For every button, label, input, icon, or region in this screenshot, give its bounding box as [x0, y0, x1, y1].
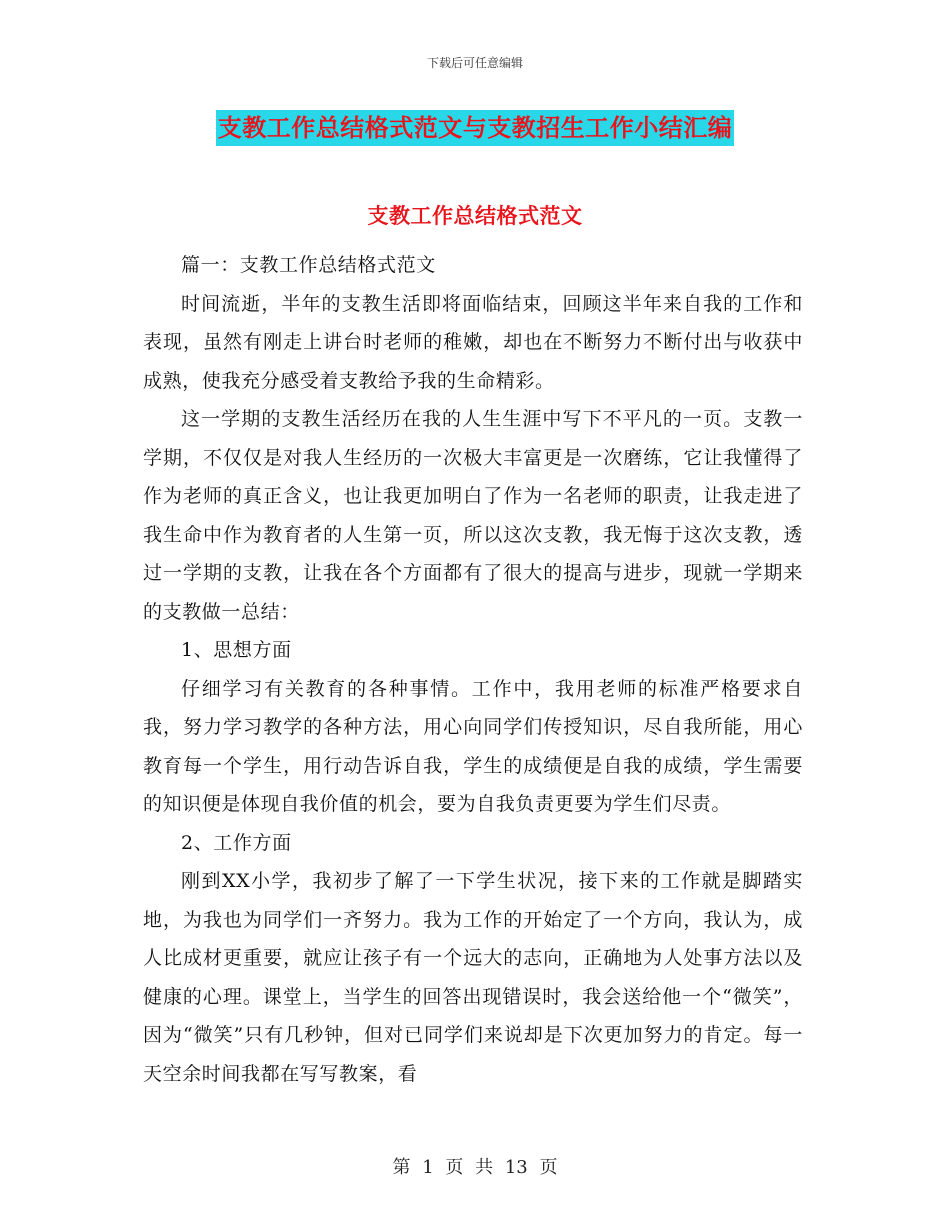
- main-title: 支教工作总结格式范文与支教招生工作小结汇编: [216, 110, 735, 146]
- paragraph-heading: 2、工作方面: [181, 831, 292, 854]
- paragraph: 时间流逝，半年的支教生活即将面临结束，回顾这半年来自我的工作和表现，虽然有刚走上讲台时老师的稚嫩，却也在不断努力不断付出与收获中成熟，使我充分感受着支教给予我的生命精彩。: [143, 292, 803, 392]
- main-title-container: [0, 110, 950, 146]
- paragraph-heading: 1、思想方面: [181, 639, 292, 661]
- section-title: 支教工作总结格式范文: [367, 204, 583, 228]
- paragraph: 仔细学习有关教育的各种事情。工作中，我用老师的标准严格要求自我，努力学习教学的各种方法，用心向同学们传授知识，尽自我所能，用心教育每一个学生，用行动告诉自我，学生的成绩便是自我的成绩，学生需要的知识便是体现自我价值的机会，要为自我负责更要为学生们尽责。: [143, 677, 803, 815]
- paragraph-article-label: 篇一：支教工作总结格式范文: [181, 254, 436, 276]
- page-number-footer: 第 1 页 共 13 页: [392, 1157, 558, 1178]
- header-note: 下载后可任意编辑: [426, 56, 523, 70]
- paragraph: 刚到XX小学，我初步了解了一下学生状况，接下来的工作就是脚踏实地，为我也为同学们一齐努力。我为工作的开始定了一个方向，我认为，成人比成材更重要，就应让孩子有一个远大的志向，正确地为人处事方法以及健康的心理。课堂上，当学生的回答出现错误时，我会送给他一个“微笑”，因为“微笑”只有几秒钟，但对已同学们来说却是下次更加努力的肯定。每一天空余时间我都在写写教案，看: [143, 870, 803, 1085]
- document-body: [143, 246, 803, 1093]
- paragraph: 这一学期的支教生活经历在我的人生生涯中写下不平凡的一页。支教一学期，不仅仅是对我人生经历的一次极大丰富更是一次磨练，它让我懂得了作为老师的真正含义，也让我更加明白了作为一名老师的职责，让我走进了我生命中作为教育者的人生第一页，所以这次支教，我无悔于这次支教，透过一学期的支教，让我在各个方面都有了很大的提高与进步，现就一学期来的支教做一总结：: [143, 408, 803, 623]
